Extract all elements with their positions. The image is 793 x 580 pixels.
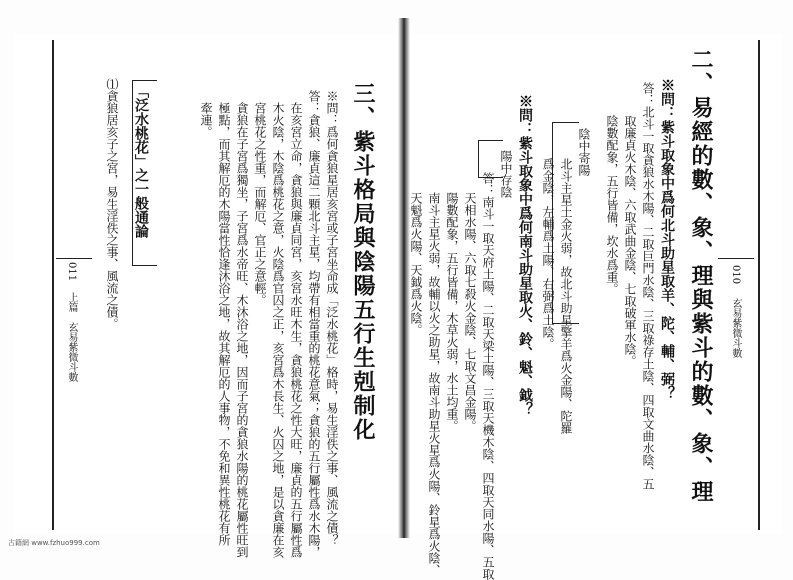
left-page-number: 011 bbox=[66, 262, 77, 282]
right-page-rule bbox=[718, 258, 754, 259]
right-page-number: 010 bbox=[730, 265, 741, 285]
left-answer-line-1: 答：貪狼、廉貞這二顆北斗主星，均帶有相當重的桃花意氣；貪狼的五行屬性爲水木陽， bbox=[307, 90, 321, 558]
right-answer-2-line-3: 陽數配象，五行皆備，木草火弱，水土均重。 bbox=[445, 192, 459, 432]
left-answer-line-5: 貪狼在子宮爲獨坐，子宮爲水帝旺、木沐浴之地，因而子宮的貪狼水陽的桃花屬性旺到 bbox=[235, 102, 249, 558]
right-box-2-title: 陽中存陰 bbox=[499, 150, 513, 198]
left-running-head: 上篇 玄易紫微斗數 bbox=[66, 292, 77, 382]
left-item-1: ⑴貪狼居亥子之宮，易生淫佚之事、風流之債。 bbox=[105, 78, 119, 330]
left-answer-line-7: 牽連。 bbox=[199, 102, 213, 138]
right-answer-2-line-1: 答：南斗一取天府土陽、二取天梁土陽、三取天機木陰、四取天同水陽、五取 bbox=[481, 172, 495, 580]
right-page-edge bbox=[758, 40, 760, 530]
right-box-1-line-1: 北斗主星土金火弱，故北斗助星擎羊爲火金陽、陀羅 bbox=[559, 158, 573, 434]
left-answer-line-2: 在亥宮立命，貪狼與廉貞同宮，亥宮水旺木生，貪狼桃花之性大旺，廉貞的五行屬性爲 bbox=[289, 102, 303, 558]
right-box-1-title: 陰中寄陽 bbox=[577, 128, 591, 176]
left-chapter-title: 三、紫斗格局與陰陽五行生剋制化 bbox=[350, 82, 376, 442]
left-answer-line-6: 極點，而其解厄的木陽當性恰逢沐浴之地，故其解厄的人事物，不免和異性桃花有所 bbox=[217, 102, 231, 546]
right-answer-1-line-2: 取廉貞火木陰、六取武曲金陰、七取破軍水陰。 bbox=[623, 115, 637, 367]
watermark-footer: 古籍網 www.fzhuo999.com bbox=[8, 539, 100, 547]
right-answer-1-line-3: 陰數配象，五行皆備，坎水爲重。 bbox=[605, 115, 619, 295]
left-page-edge bbox=[52, 40, 54, 530]
right-question-2: ※問：紫斗取象中爲何南斗助星取火、鈴、魁、鉞？ bbox=[517, 94, 533, 416]
left-page-rule bbox=[56, 258, 92, 259]
right-running-head: 玄易紫微斗數 bbox=[730, 298, 741, 358]
right-answer-2-line-4: 南斗主星火弱，故輔以火之助星，故南斗助星火星爲火陽、鈴星爲火陰、 bbox=[427, 192, 441, 576]
right-answer-2-line-2: 天相水陽、六取七殺火金陰、七取文昌金陽。 bbox=[463, 192, 477, 432]
left-answer-line-3: 木火陰，木陰爲桃花之意，火陰爲官囚之正，亥宮爲木長生、火囚之地，是以貪廉在亥 bbox=[271, 102, 285, 558]
left-answer-line-4: 宮桃花之性重，而解厄、官正之意輕。 bbox=[253, 102, 267, 306]
left-question-1: ※問：爲何貪狼星居亥宮或子宮坐命成「泛水桃花」格時，易生淫佚之事、風流之債？ bbox=[325, 90, 339, 546]
right-question-1: ※問：紫斗取象中爲何北斗助星取羊、陀、輔、弼？ bbox=[659, 78, 675, 400]
right-answer-1-line-1: 答：北斗一取貪狼水木陽、二取巨門水陰、三取祿存土陰、四取文曲水陰、五 bbox=[641, 82, 655, 490]
right-box-1-line-2: 爲金陰，左輔爲土陽、右弼爲土陰。 bbox=[541, 158, 555, 350]
left-box-label: 「泛水桃花」之一般通論 bbox=[133, 84, 149, 238]
right-answer-2-line-5: 天魁爲火陽、天鉞爲火陰。 bbox=[409, 192, 423, 336]
right-chapter-title: 二、易經的數、象、理與紫斗的數、象、理 bbox=[688, 48, 714, 504]
